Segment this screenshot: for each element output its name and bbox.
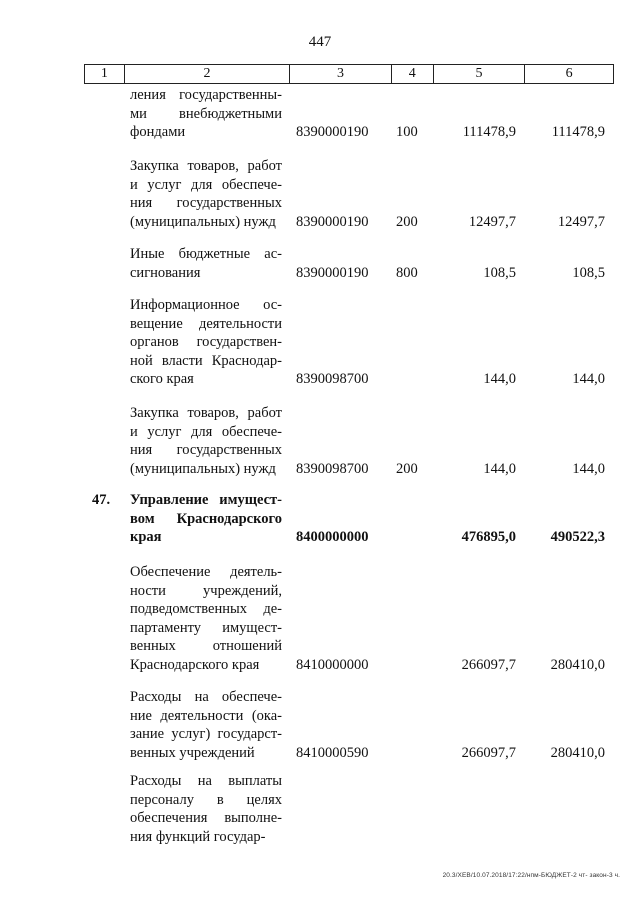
row-title-line: и услуг для обеспече- [130,423,282,440]
target-article-code: 8390000190 [296,213,369,230]
amount-col-6: 144,0 [572,460,605,477]
expense-type-code: 200 [396,460,418,477]
row-title [130,688,282,762]
row-title-line: Информационное ос- [130,297,282,313]
expense-type-code: 100 [396,124,418,140]
row-title-line: ния государственных [130,195,282,211]
row-title-line: вещение деятельности [130,315,282,332]
target-article-code: 8400000000 [296,529,369,545]
row-title-line: сигнования [130,264,201,281]
target-article-code: 8390000190 [296,264,369,281]
amount-col-5: 144,0 [483,371,516,387]
amount-col-5: 111478,9 [462,124,516,140]
row-title-line: обеспечения выполне- [130,810,282,826]
row-title-line: Закупка товаров, работ [130,158,282,174]
row-title-line: подведомственных де- [130,601,282,617]
amount-col-6: 490522,3 [550,529,605,545]
header-col-5: 5 [434,65,526,83]
expense-type-code: 200 [396,213,418,230]
header-col-1: 1 [85,65,125,83]
row-number: 47. [92,492,111,508]
amount-col-6: 280410,0 [550,656,605,673]
row-title [130,245,282,282]
row-title-line: Закупка товаров, работ [130,405,282,421]
row-title [130,491,282,547]
amount-col-5: 266097,7 [461,656,516,673]
row-title-line: ной власти Краснодар- [130,352,282,369]
row-title-line: Иные бюджетные ас- [130,246,282,262]
footer-note: 20.3/XEB/10.07.2018/17:22/нпм-БЮДЖЕТ-2 чт- закон-3 ч. [442,872,620,879]
row-title-line: (муниципальных) нужд [130,460,276,477]
target-article-code: 8390098700 [296,460,369,477]
header-col-4: 4 [392,65,434,83]
header-col-3: 3 [290,65,392,83]
row-title-line: органов государствен- [130,334,282,350]
row-title-line: ние деятельности (ока- [130,707,282,724]
row-title [130,296,282,389]
header-col-6: 6 [565,66,573,81]
amount-col-5: 476895,0 [461,529,516,545]
expense-type-code: 800 [396,264,418,281]
row-title-line: Краснодарского края [130,656,260,673]
row-title-line: ния функций государ- [130,828,266,845]
row-title-line: ния государственных [130,442,282,458]
amount-col-5: 266097,7 [461,744,516,761]
page-number: 447 [308,34,332,50]
row-title-line: зание услуг) государст- [130,726,282,742]
row-title-line: Управление имущест- [130,492,282,508]
amount-col-6: 12497,7 [557,213,605,230]
row-title-line: ности учреждений, [130,582,282,599]
amount-col-6: 108,5 [572,264,605,281]
row-title-line: фондами [130,124,186,140]
amount-col-6: 144,0 [572,371,605,387]
amount-col-5: 108,5 [483,264,516,281]
header-col-2: 2 [125,65,290,83]
row-title-line: ми внебюджетными [130,105,282,122]
amount-col-6: 280410,0 [550,744,605,761]
target-article-code: 8410000590 [296,744,369,761]
amount-col-5: 144,0 [483,460,516,477]
row-title [130,86,282,142]
row-title-line: Расходы на обеспече- [130,689,282,705]
target-article-code: 8390098700 [296,371,369,387]
row-title-line: венных отношений [130,638,282,654]
row-title [130,404,282,478]
amount-col-5: 12497,7 [468,213,516,230]
amount-col-6: 111478,9 [551,124,605,140]
row-title-line: ления государственны- [130,87,282,103]
target-article-code: 8410000000 [296,656,369,673]
table-header [84,64,614,84]
row-title-line: персоналу в целях [130,791,282,808]
row-title-line: вом Краснодарского [130,510,282,527]
row-title [130,563,282,674]
row-title-line: партаменту имущест- [130,619,282,636]
target-article-code: 8390000190 [296,124,369,140]
row-title-line: венных учреждений [130,744,255,761]
row-title [130,772,282,846]
row-title-line: и услуг для обеспече- [130,176,282,193]
row-title-line: (муниципальных) нужд [130,213,276,230]
row-title-line: Обеспечение деятель- [130,564,282,580]
row-title-line: края [130,529,162,545]
row-title [130,157,282,231]
row-title-line: ского края [130,371,194,387]
row-title-line: Расходы на выплаты [130,773,282,789]
